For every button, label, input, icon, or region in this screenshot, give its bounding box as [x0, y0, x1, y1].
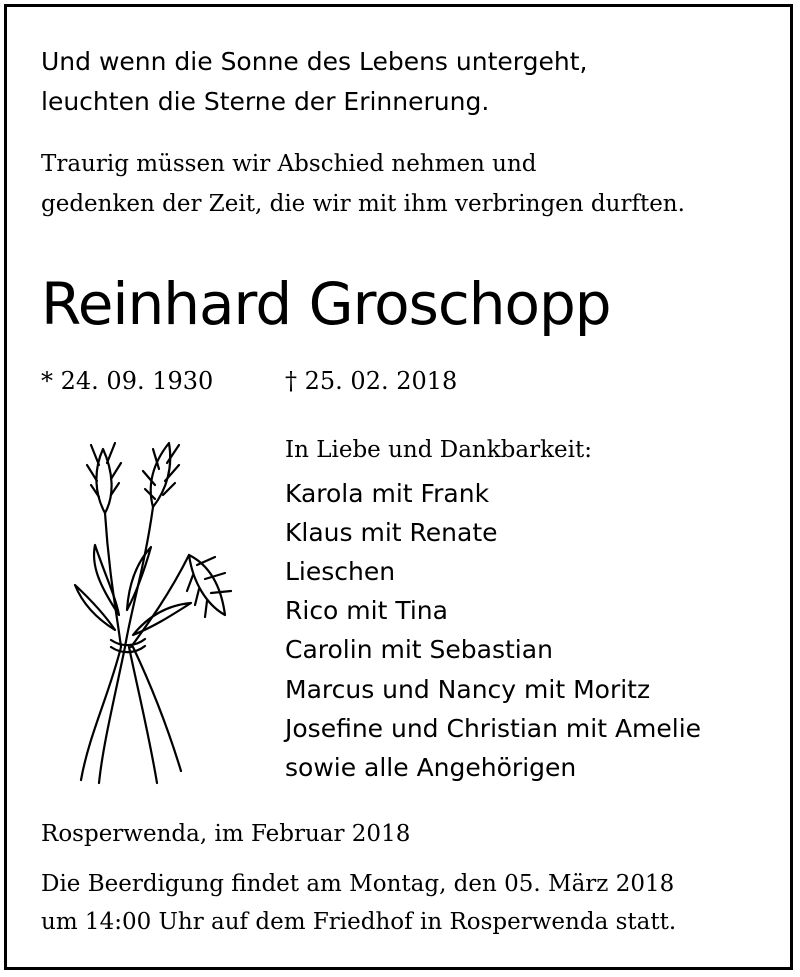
funeral-line-2: um 14:00 Uhr auf dem Friedhof in Rosperwenda statt. — [41, 909, 677, 935]
wheat-bundle-icon — [69, 435, 239, 795]
intro-line-2: gedenken der Zeit, die wir mit ihm verbringen durften. — [41, 191, 685, 217]
mourner-name: Karola mit Frank — [285, 479, 490, 508]
death-date: † 25. 02. 2018 — [285, 367, 458, 395]
place-date: Rosperwenda, im Februar 2018 — [41, 821, 411, 847]
mourner-name: Marcus und Nancy mit Moritz — [285, 675, 651, 704]
mourner-name: Lieschen — [285, 557, 396, 586]
birth-date: * 24. 09. 1930 — [41, 367, 214, 395]
deceased-name: Reinhard Groschopp — [41, 270, 611, 338]
quote-line-1: Und wenn die Sonne des Lebens untergeht, — [41, 47, 588, 76]
funeral-line-1: Die Beerdigung findet am Montag, den 05. März 2018 — [41, 871, 675, 897]
mourner-name: Carolin mit Sebastian — [285, 635, 553, 664]
mourner-name: sowie alle Angehörigen — [285, 753, 577, 782]
mourner-name: Klaus mit Renate — [285, 518, 498, 547]
mourners-heading: In Liebe und Dankbarkeit: — [285, 437, 592, 463]
mourner-name: Josefine und Christian mit Amelie — [285, 714, 702, 743]
obituary-notice — [4, 4, 793, 970]
intro-line-1: Traurig müssen wir Abschied nehmen und — [41, 151, 537, 177]
quote-line-2: leuchten die Sterne der Erinnerung. — [41, 87, 490, 116]
mourner-name: Rico mit Tina — [285, 596, 448, 625]
